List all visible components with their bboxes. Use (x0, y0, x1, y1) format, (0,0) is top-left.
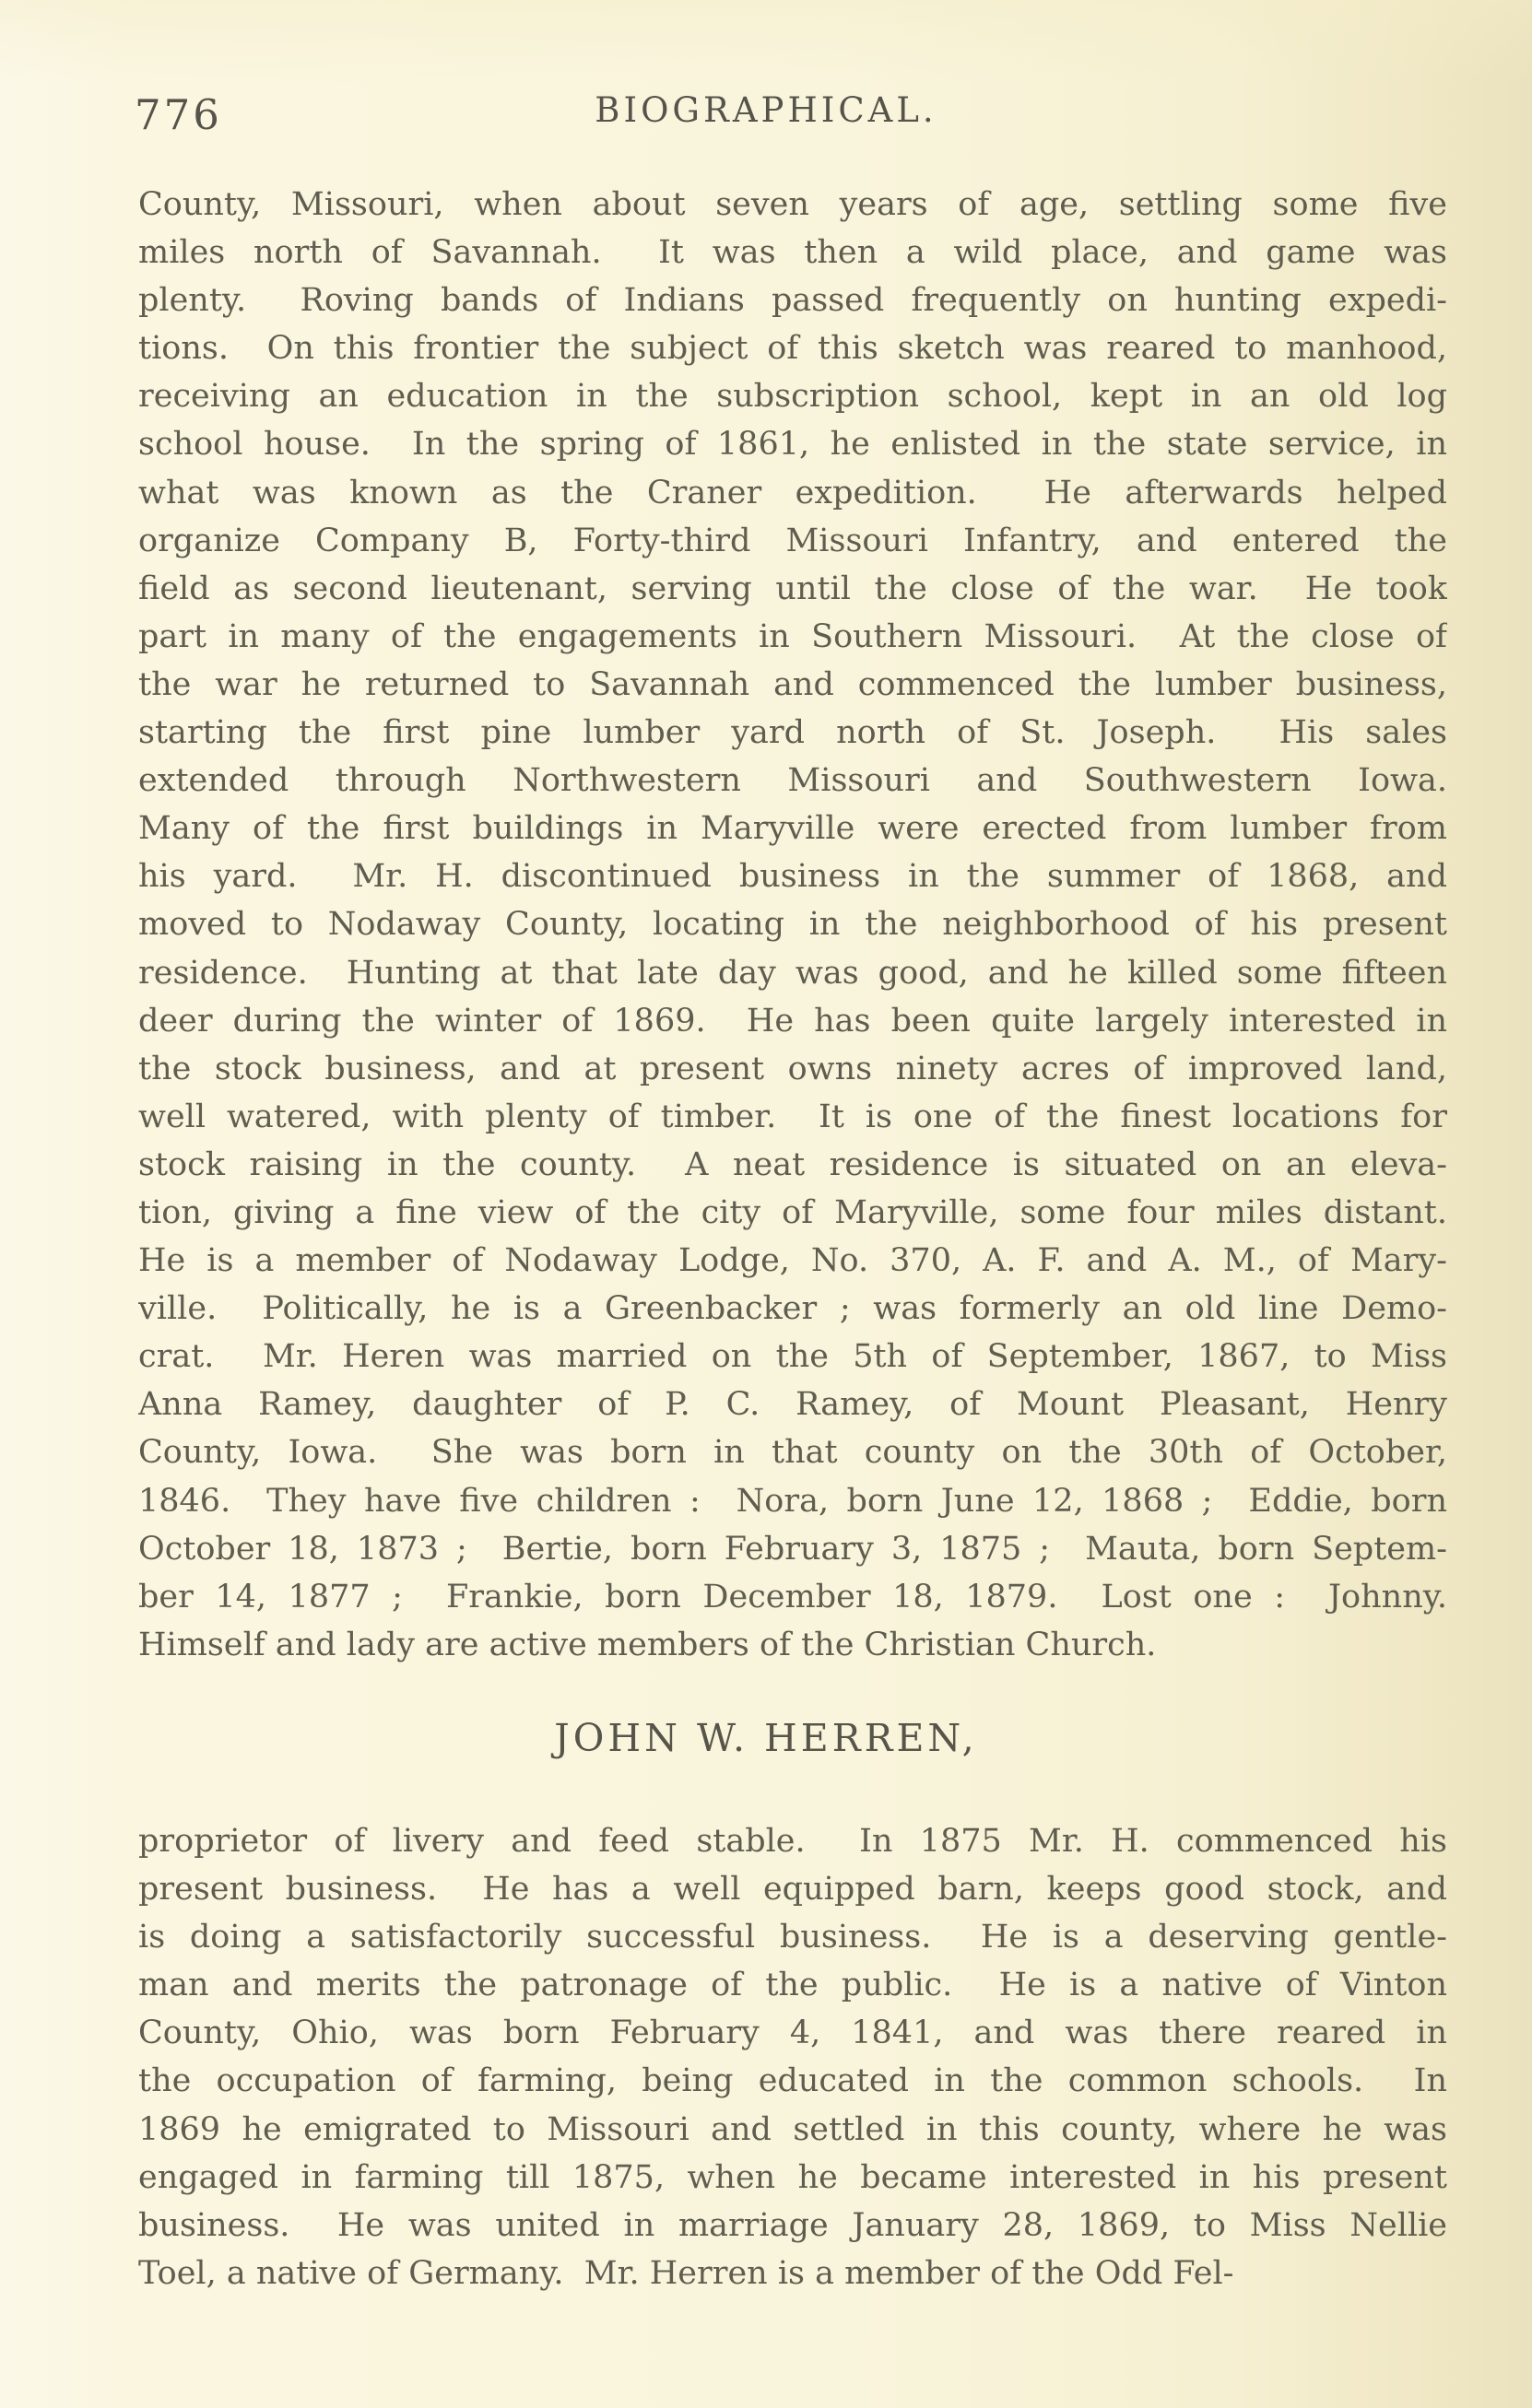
text-line: deer during the winter of 1869. He has been quite largely interested in (138, 1002, 1447, 1040)
text-line: He is a member of Nodaway Lodge, No. 370, A. F. and A. M., of Mary- (138, 1242, 1447, 1280)
text-line: his yard. Mr. H. discontinued business in the summer of 1868, and (138, 858, 1447, 896)
running-header: BIOGRAPHICAL. (595, 90, 937, 130)
text-line: stock raising in the county. A neat residence is situated on an eleva- (138, 1145, 1447, 1183)
text-line: County, Iowa. She was born in that county on the 30th of October, (138, 1434, 1447, 1472)
text-line: starting the first pine lumber yard north of St. Joseph. His sales (138, 714, 1447, 752)
text-line: proprietor of livery and feed stable. In 1875 Mr. H. commenced his (138, 1823, 1447, 1860)
text-line: residence. Hunting at that late day was good, and he killed some fifteen (138, 954, 1447, 992)
text-line: plenty. Roving bands of Indians passed frequently on hunting expedi- (138, 282, 1447, 320)
text-line: the occupation of farming, being educated in the common schools. In (138, 2062, 1447, 2100)
text-line: crat. Mr. Heren was married on the 5th of September, 1867, to Miss (138, 1338, 1447, 1376)
section-heading-john-w-herren: JOHN W. HERREN, (554, 1716, 978, 1760)
biography-paragraph-john-w-herren (138, 1817, 1447, 2297)
text-line: tions. On this frontier the subject of this sketch was reared to manhood, (138, 330, 1447, 368)
text-line: ber 14, 1877 ; Frankie, born December 18, 1879. Lost one : Johnny. (138, 1578, 1447, 1615)
text-line: moved to Nodaway County, locating in the neighborhood of his present (138, 906, 1447, 944)
text-line: what was known as the Craner expedition. He afterwards helped (138, 474, 1447, 511)
text-line: organize Company B, Forty-third Missouri Infantry, and entered the (138, 522, 1447, 559)
text-line: field as second lieutenant, serving until the close of the war. He took (138, 570, 1447, 607)
text-line: the stock business, and at present owns ninety acres of improved land, (138, 1050, 1447, 1087)
text-line: business. He was united in marriage January 28, 1869, to Miss Nellie (138, 2206, 1447, 2244)
biography-paragraph-continued (138, 181, 1447, 1669)
text-line: receiving an education in the subscription school, kept in an old log (138, 378, 1447, 416)
text-line: miles north of Savannah. It was then a wild place, and game was (138, 234, 1447, 272)
text-line: Many of the first buildings in Maryville were erected from lumber from (138, 810, 1447, 848)
text-line: 1846. They have five children : Nora, born June 12, 1868 ; Eddie, born (138, 1482, 1447, 1520)
text-line: the war he returned to Savannah and commenced the lumber business, (138, 665, 1447, 703)
text-line: County, Missouri, when about seven years of age, settling some five (138, 186, 1447, 223)
text-line: present business. He has a well equipped barn, keeps good stock, and (138, 1871, 1447, 1909)
text-line: Anna Ramey, daughter of P. C. Ramey, of Mount Pleasant, Henry (138, 1386, 1447, 1424)
text-line: engaged in farming till 1875, when he became interested in his present (138, 2158, 1447, 2196)
page-number: 776 (135, 90, 222, 139)
text-line: well watered, with plenty of timber. It is one of the finest locations for (138, 1098, 1447, 1135)
text-line: is doing a satisfactorily successful business. He is a deserving gentle- (138, 1919, 1447, 1956)
text-line: school house. In the spring of 1861, he enlisted in the state service, in (138, 426, 1447, 464)
text-line: extended through Northwestern Missouri and Southwestern Iowa. (138, 762, 1447, 800)
text-line: part in many of the engagements in Southern Missouri. At the close of (138, 617, 1447, 655)
text-line: tion, giving a fine view of the city of Maryville, some four miles distant. (138, 1193, 1447, 1231)
text-line: October 18, 1873 ; Bertie, born February 3, 1875 ; Mauta, born Septem- (138, 1530, 1447, 1568)
text-line: Himself and lady are active members of the Christian Church. (138, 1626, 1157, 1663)
text-line: ville. Politically, he is a Greenbacker ; was formerly an old line Demo- (138, 1290, 1447, 1328)
text-line: 1869 he emigrated to Missouri and settled in this county, where he was (138, 2110, 1447, 2148)
text-line: man and merits the patronage of the public. He is a native of Vinton (138, 1967, 1447, 2004)
text-line: Toel, a native of Germany. Mr. Herren is a member of the Odd Fel- (138, 2254, 1234, 2292)
text-line: County, Ohio, was born February 4, 1841, and was there reared in (138, 2014, 1447, 2052)
